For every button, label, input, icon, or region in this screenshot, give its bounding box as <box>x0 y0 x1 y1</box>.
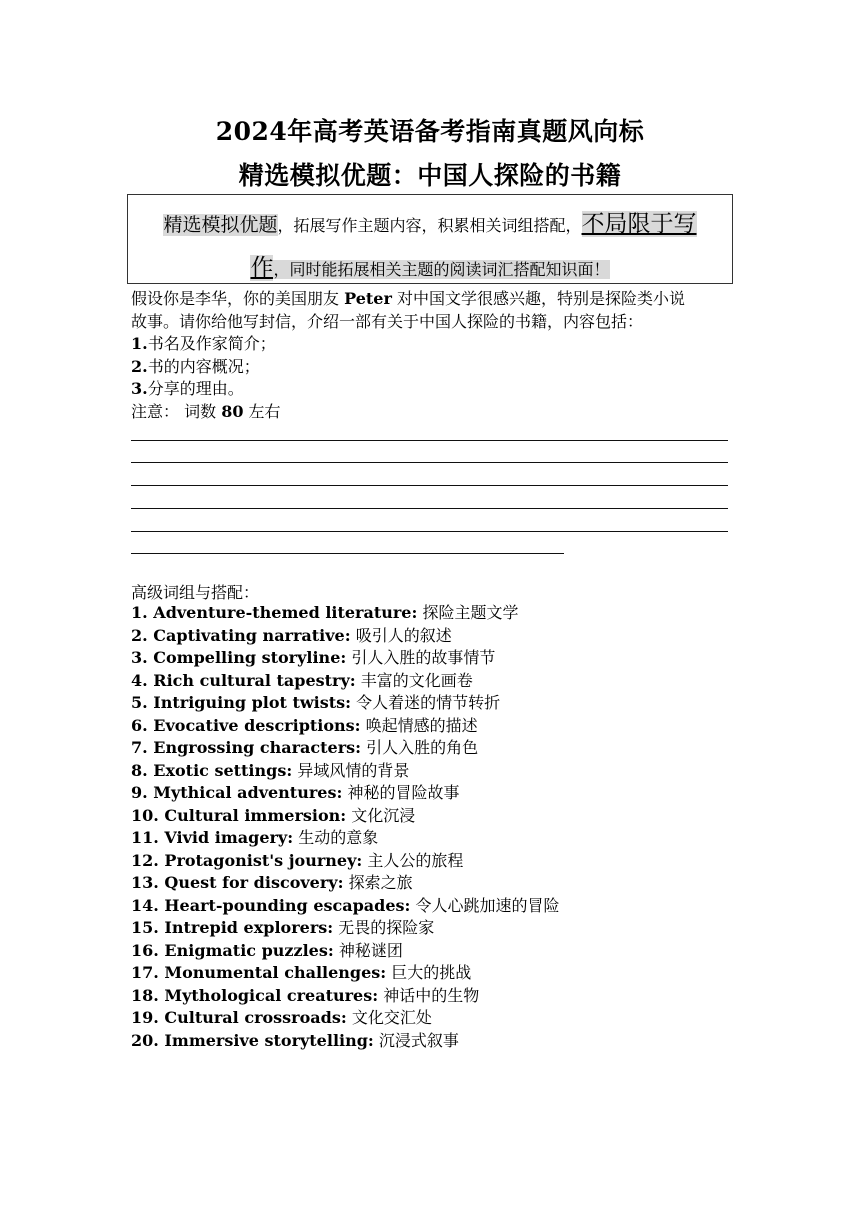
vocab-chinese: 探索之旅 <box>343 873 413 892</box>
vocab-english: 12. Protagonist's journey: <box>131 850 363 870</box>
vocab-item <box>131 670 731 693</box>
vocab-english: 14. Heart-pounding escapades: <box>131 895 411 915</box>
vocab-item <box>131 1007 731 1030</box>
vocab-item <box>131 805 731 828</box>
vocab-chinese: 探险主题文学 <box>417 603 519 622</box>
vocab-item <box>131 917 731 940</box>
vocab-chinese: 生动的意象 <box>293 828 379 847</box>
vocab-item <box>131 962 731 985</box>
vocab-english: 4. Rich cultural tapestry: <box>131 670 356 690</box>
vocab-item <box>131 895 731 918</box>
vocab-english: 5. Intriguing plot twists: <box>131 693 352 712</box>
answer-line <box>131 508 728 509</box>
vocab-chinese: 引人入胜的角色 <box>361 738 479 757</box>
vocab-item <box>131 602 731 625</box>
vocab-chinese: 神秘谜团 <box>333 940 403 960</box>
answer-line <box>131 462 728 463</box>
vocab-chinese: 文化交汇处 <box>346 1008 432 1027</box>
vocab-english: 10. Cultural immersion: <box>131 805 347 825</box>
vocab-item <box>131 782 731 805</box>
vocab-item <box>131 985 731 1008</box>
vocab-chinese: 主人公的旅程 <box>362 850 464 870</box>
prompt-line-1: 假设你是李华，你的美国朋友 Peter 对中国文学很感兴趣，特别是探险类小说 <box>131 289 685 308</box>
vocab-item <box>131 625 731 648</box>
prompt-line-2: 故事。请你给他写封信，介绍一部有关于中国人探险的书籍，内容包括： <box>131 311 644 331</box>
vocab-chinese: 异域风情的背景 <box>292 760 410 780</box>
vocab-item <box>131 872 731 895</box>
vocab-chinese: 神话中的生物 <box>378 985 480 1005</box>
vocab-english: 13. Quest for discovery: <box>131 873 344 892</box>
vocab-english: 18. Mythological creatures: <box>131 985 379 1005</box>
vocab-english: 9. Mythical adventures: <box>131 783 343 802</box>
vocab-english: 15. Intrepid explorers: <box>131 918 334 937</box>
page-subtitle: 精选模拟优题：中国人探险的书籍 <box>238 161 622 190</box>
vocab-english: 6. Evocative descriptions: <box>131 715 361 735</box>
answer-line <box>131 440 728 441</box>
writing-prompt <box>131 288 731 423</box>
vocab-item <box>131 850 731 873</box>
prompt-item: 2.书的内容概况； <box>131 356 260 376</box>
vocab-english: 1. Adventure-themed literature: <box>131 603 418 622</box>
vocab-chinese: 沉浸式叙事 <box>373 1030 459 1050</box>
page-title: 2024年高考英语备考指南真题风向标 <box>215 117 645 146</box>
prompt-item: 3.分享的理由。 <box>131 379 244 398</box>
vocab-item <box>131 647 731 670</box>
notice-emphasis: 不局限于写 <box>581 211 697 237</box>
answer-line <box>131 485 728 486</box>
vocab-english: 19. Cultural crossroads: <box>131 1008 347 1027</box>
notice-box <box>127 194 733 284</box>
vocab-english: 16. Enigmatic puzzles: <box>131 940 334 960</box>
vocab-list <box>131 602 731 1052</box>
vocab-english: 7. Engrossing characters: <box>131 738 362 757</box>
answer-line <box>131 553 564 554</box>
vocab-chinese: 神秘的冒险故事 <box>342 783 460 802</box>
notice-emphasis-end: 作 <box>250 255 274 281</box>
notice-text-end: ，同时能拓展相关主题的阅读词汇搭配知识面！ <box>273 260 610 279</box>
notice-highlight: 精选模拟优题 <box>163 214 278 236</box>
vocab-chinese: 丰富的文化画卷 <box>355 670 473 690</box>
vocab-chinese: 吸引人的叙述 <box>350 625 452 645</box>
vocab-english: 3. Compelling storyline: <box>131 648 347 667</box>
vocab-english: 17. Monumental challenges: <box>131 963 387 982</box>
vocab-chinese: 文化沉浸 <box>346 805 416 825</box>
vocab-chinese: 唤起情感的描述 <box>360 715 478 735</box>
vocab-item <box>131 827 731 850</box>
vocab-english: 8. Exotic settings: <box>131 760 293 780</box>
vocab-heading: 高级词组与搭配： <box>131 583 260 602</box>
vocab-english: 11. Vivid imagery: <box>131 828 294 847</box>
vocab-item <box>131 715 731 738</box>
vocab-english: 2. Captivating narrative: <box>131 625 351 645</box>
vocab-item <box>131 737 731 760</box>
vocab-chinese: 无畏的探险家 <box>333 918 435 937</box>
word-count-note: 注意： 词数 80 左右 <box>131 401 281 421</box>
notice-text: ，拓展写作主题内容，积累相关词组搭配， <box>277 216 582 235</box>
vocab-english: 20. Immersive storytelling: <box>131 1030 374 1050</box>
prompt-item: 1.书名及作家简介； <box>131 334 276 353</box>
vocab-item <box>131 1030 731 1053</box>
answer-line <box>131 531 728 532</box>
vocab-chinese: 巨大的挑战 <box>386 963 472 982</box>
vocab-item <box>131 692 731 715</box>
vocab-chinese: 引人入胜的故事情节 <box>346 648 496 667</box>
vocab-chinese: 令人心跳加速的冒险 <box>410 895 560 915</box>
vocab-chinese: 令人着迷的情节转折 <box>351 693 501 712</box>
vocab-item <box>131 940 731 963</box>
vocab-item <box>131 760 731 783</box>
